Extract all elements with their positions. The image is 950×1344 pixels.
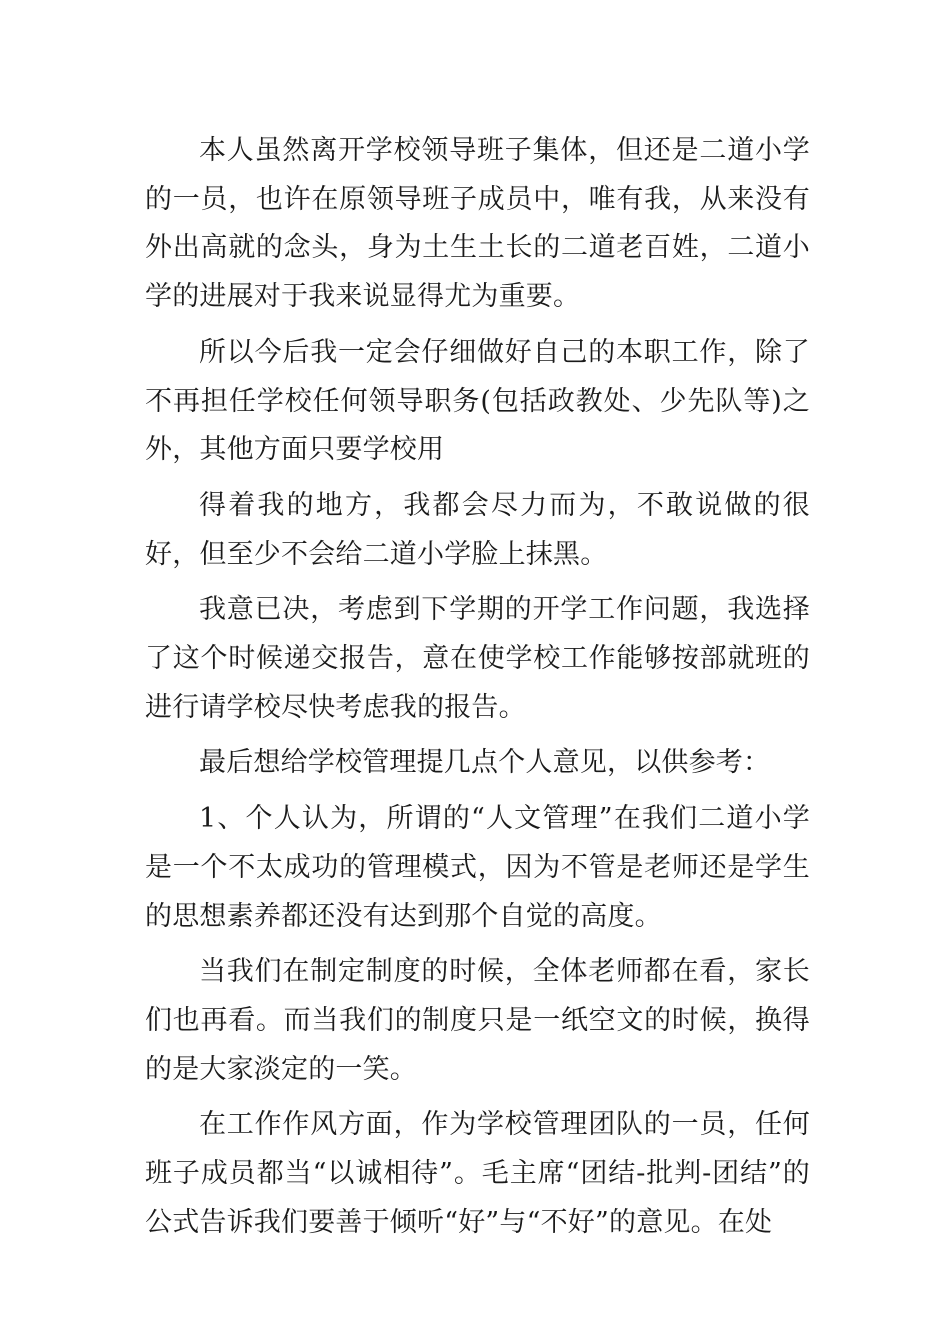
paragraph-2: 所以今后我一定会仔细做好自己的本职工作，除了不再担任学校任何领导职务(包括政教处、少先队等)之外，其他方面只要学校用 xyxy=(145,336,810,466)
paragraph-1: 本人虽然离开学校领导班子集体，但还是二道小学的一员，也许在原领导班子成员中，唯有我，从来没有外出高就的念头，身为土生土长的二道老百姓，二道小学的进展对于我来说显得尤为重要。 xyxy=(145,135,810,313)
paragraph-6: 1、个人认为，所谓的“人文管理”在我们二道小学是一个不太成功的管理模式，因为不管是老师还是学生的思想素养都还没有达到那个自觉的高度。 xyxy=(145,803,810,932)
paragraph-4: 我意已决，考虑到下学期的开学工作问题，我选择了这个时候递交报告，意在使学校工作能够按部就班的进行请学校尽快考虑我的报告。 xyxy=(145,594,810,723)
paragraph-3: 得着我的地方，我都会尽力而为，不敢说做的很好，但至少不会给二道小学脸上抹黑。 xyxy=(145,489,810,570)
paragraph-7: 当我们在制定制度的时候，全体老师都在看，家长们也再看。而当我们的制度只是一纸空文的时候，换得的是大家淡定的一笑。 xyxy=(145,956,810,1085)
paragraph-5: 最后想给学校管理提几点个人意见，以供参考： xyxy=(199,747,771,779)
document-body xyxy=(145,127,810,1254)
paragraph-8: 在工作作风方面，作为学校管理团队的一员，任何班子成员都当“以诚相待”。毛主席“团结-批判-团结”的公式告诉我们要善于倾听“好”与“不好”的意见。在处 xyxy=(145,1109,810,1238)
